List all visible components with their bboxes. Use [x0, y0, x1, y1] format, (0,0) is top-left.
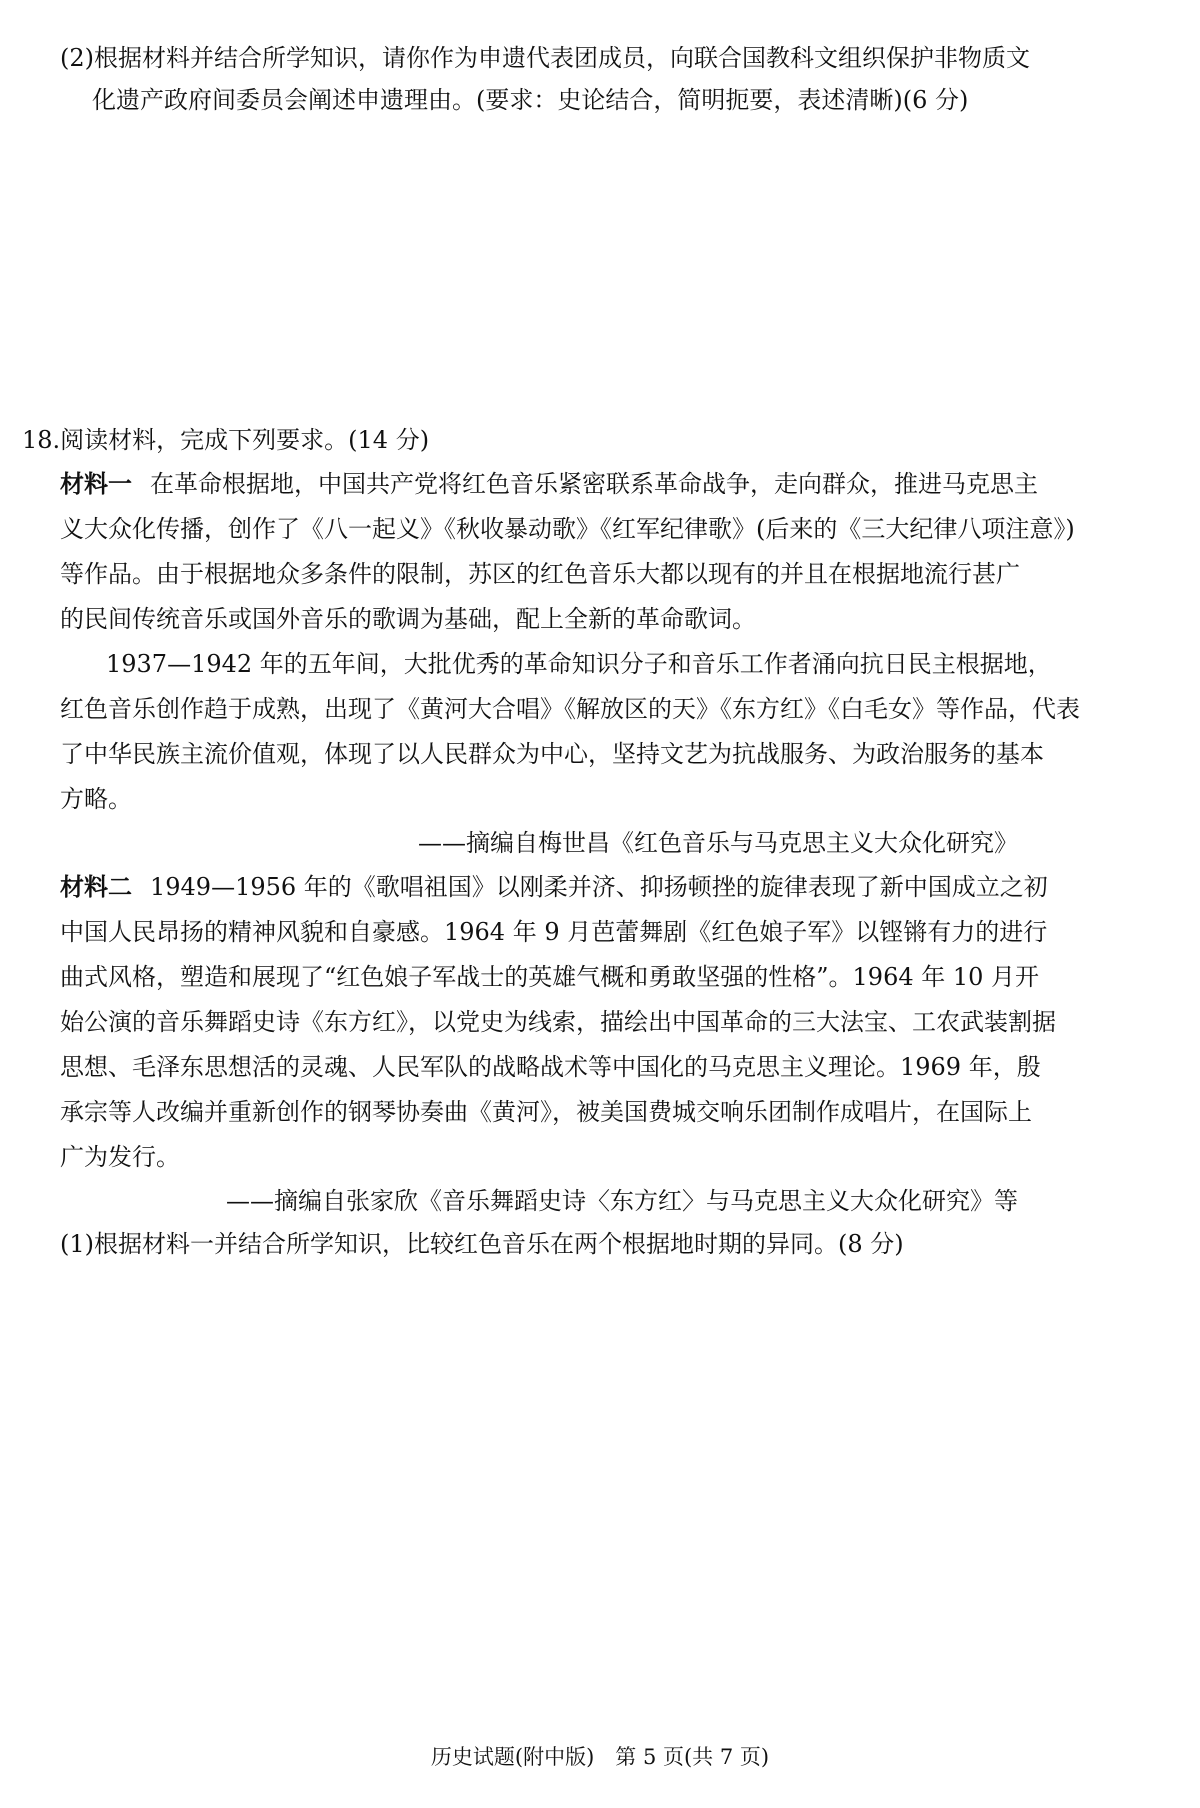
material2-label: 材料二: [60, 872, 132, 901]
material1-line5: 1937—1942 年的五年间，大批优秀的革命知识分子和音乐工作者涌向抗日民主根据地，: [106, 650, 1052, 678]
material1-line8: 方略。: [60, 785, 132, 813]
material2-line6: 承宗等人改编并重新创作的钢琴协奏曲《黄河》，被美国费城交响乐团制作成唱片，在国际上: [60, 1098, 1032, 1126]
material2-text-line1: 1949—1956 年的《歌唱祖国》以刚柔并济、抑扬顿挫的旋律表现了新中国成立之初: [150, 873, 1048, 901]
material2-line1: [60, 870, 1048, 904]
material1-text-line1: 在革命根据地，中国共产党将红色音乐紧密联系革命战争，走向群众，推进马克思主: [150, 470, 1038, 498]
q17-part2-line2: 化遗产政府间委员会阐述申遗理由。(要求：史论结合，简明扼要，表述清晰)(6 分): [92, 86, 969, 114]
page-footer: 历史试题(附中版) 第 5 页(共 7 页): [430, 1745, 770, 1769]
material1-line2: 义大众化传播，创作了《八一起义》《秋收暴动歌》《红军纪律歌》(后来的《三大纪律八项注意》): [60, 515, 1075, 543]
q18-part1: (1)根据材料一并结合所学知识，比较红色音乐在两个根据地时期的异同。(8 分): [60, 1230, 904, 1258]
material1-line3: 等作品。由于根据地众多条件的限制，苏区的红色音乐大都以现有的并且在根据地流行甚广: [60, 560, 1020, 588]
material1-source: ——摘编自梅世昌《红色音乐与马克思主义大众化研究》: [418, 829, 1018, 857]
material2-line4: 始公演的音乐舞蹈史诗《东方红》，以党史为线索，描绘出中国革命的三大法宝、工农武装割据: [60, 1008, 1056, 1036]
material2-line2: 中国人民昂扬的精神风貌和自豪感。1964 年 9 月芭蕾舞剧《红色娘子军》以铿锵有力的进行: [60, 918, 1048, 946]
material1-line6: 红色音乐创作趋于成熟，出现了《黄河大合唱》《解放区的天》《东方红》《白毛女》等作品，代表: [60, 695, 1080, 723]
material2-source: ——摘编自张家欣《音乐舞蹈史诗〈东方红〉与马克思主义大众化研究》等: [226, 1187, 1018, 1215]
material2-line5: 思想、毛泽东思想活的灵魂、人民军队的战略战术等中国化的马克思主义理论。1969 年，殷: [60, 1053, 1041, 1081]
material2-line3: 曲式风格，塑造和展现了“红色娘子军战士的英雄气概和勇敢坚强的性格”。1964 年 10 月开: [60, 963, 1040, 991]
q18-title: 18.阅读材料，完成下列要求。(14 分): [22, 426, 430, 454]
material2-line7: 广为发行。: [60, 1143, 180, 1171]
material1-line4: 的民间传统音乐或国外音乐的歌调为基础，配上全新的革命歌词。: [60, 605, 756, 633]
q17-part2-line1: (2)根据材料并结合所学知识，请你作为申遗代表团成员，向联合国教科文组织保护非物质文: [60, 44, 1030, 72]
material1-label: 材料一: [60, 469, 132, 498]
material1-line7: 了中华民族主流价值观，体现了以人民群众为中心，坚持文艺为抗战服务、为政治服务的基本: [60, 740, 1044, 768]
material1-line1: [60, 467, 1038, 501]
